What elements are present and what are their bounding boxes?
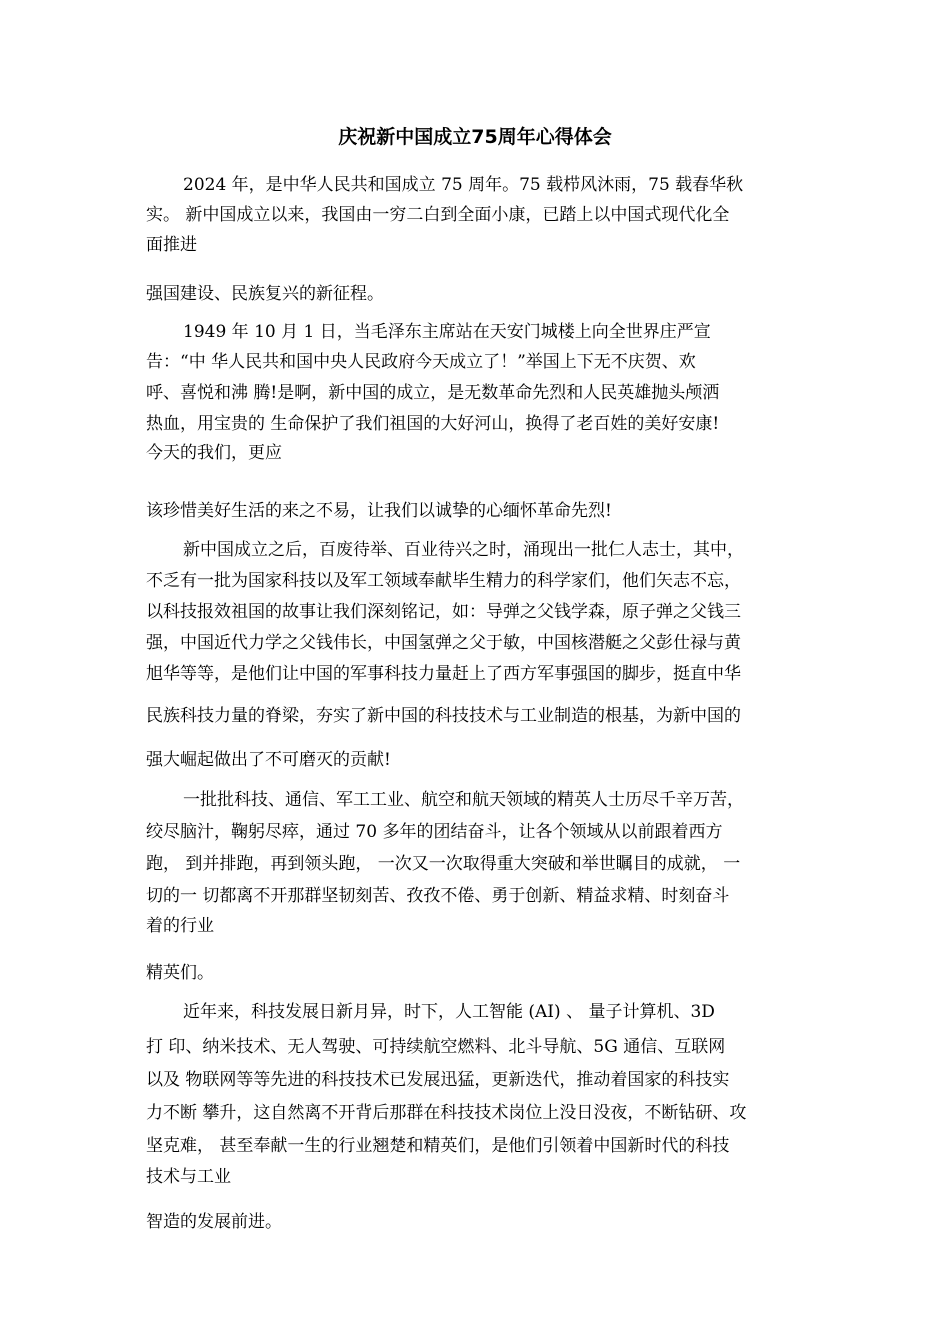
paragraph-3-line: 强，中国近代力学之父钱伟长，中国氢弹之父于敏，中国核潜艇之父彭仕禄与黄 xyxy=(146,633,741,653)
paragraph-2-line: 热血，用宝贵的 生命保护了我们祖国的大好河山，换得了老百姓的美好安康! xyxy=(146,414,720,434)
paragraph-4-line: 跑， 到并排跑，再到领头跑， 一次又一次取得重大突破和举世瞩目的成就， 一 xyxy=(146,854,741,874)
paragraph-4-line: 着的行业 xyxy=(146,916,214,936)
paragraph-3-line: 以科技报效祖国的故事让我们深刻铭记，如：导弹之父钱学森，原子弹之父钱三 xyxy=(146,602,741,622)
paragraph-5-line: 坚克难， 甚至奉献一生的行业翘楚和精英们，是他们引领着中国新时代的科技 xyxy=(146,1136,730,1156)
paragraph-4-line: 一批批科技、通信、军工工业、航空和航天领域的精英人士历尽千辛万苦， xyxy=(183,790,744,810)
paragraph-5-line: 近年来，科技发展日新月异，时下，人工智能 (AI) 、 量子计算机、3D xyxy=(183,1002,715,1022)
paragraph-3-line: 民族科技力量的脊梁，夯实了新中国的科技技术与工业制造的根基，为新中国的 xyxy=(146,706,741,726)
paragraph-2-line: 该珍惜美好生活的来之不易，让我们以诚挚的心缅怀革命先烈! xyxy=(146,501,612,521)
paragraph-1-line: 实。 新中国成立以来，我国由一穷二白到全面小康，已踏上以中国式现代化全 xyxy=(146,205,730,225)
paragraph-3-line: 不乏有一批为国家科技以及军工领域奉献毕生精力的科学家们，他们矢志不忘， xyxy=(146,571,741,591)
paragraph-5-line: 力不断 攀升，这自然离不开背后那群在科技技术岗位上没日没夜，不断钻研、攻 xyxy=(146,1103,747,1123)
paragraph-2-line: 告：“中 华人民共和国中央人民政府今天成立了！”举国上下无不庆贺、欢 xyxy=(146,352,696,372)
paragraph-1-line: 2024 年，是中华人民共和国成立 75 周年。75 载栉风沐雨，75 载春华秋 xyxy=(183,175,744,195)
paragraph-3-line: 旭华等等，是他们让中国的军事科技力量赶上了西方军事强国的脚步，挺直中华 xyxy=(146,664,741,684)
paragraph-2-line: 呼、喜悦和沸 腾!是啊，新中国的成立，是无数革命先烈和人民英雄抛头颅洒 xyxy=(146,383,720,403)
paragraph-1-line: 强国建设、民族复兴的新征程。 xyxy=(146,284,384,304)
document-title: 庆祝新中国成立75周年心得体会 xyxy=(338,126,612,148)
paragraph-5-line: 技术与工业 xyxy=(146,1167,231,1187)
paragraph-1-line: 面推进 xyxy=(146,235,197,255)
paragraph-4-line: 精英们。 xyxy=(146,963,214,983)
paragraph-3-line: 强大崛起做出了不可磨灭的贡献! xyxy=(146,750,391,770)
paragraph-2-line: 今天的我们，更应 xyxy=(146,443,282,463)
paragraph-5-line: 打 印、纳米技术、无人驾驶、可持续航空燃料、北斗导航、5G 通信、互联网 xyxy=(146,1037,726,1057)
paragraph-5-line: 智造的发展前进。 xyxy=(146,1212,282,1232)
paragraph-4-line: 绞尽脑汁，鞠躬尽瘁，通过 70 多年的团结奋斗，让各个领域从以前跟着西方 xyxy=(146,822,723,842)
paragraph-4-line: 切的一 切都离不开那群坚韧刻苦、孜孜不倦、勇于创新、精益求精、时刻奋斗 xyxy=(146,886,730,906)
paragraph-2-line: 1949 年 10 月 1 日，当毛泽东主席站在天安门城楼上向全世界庄严宣 xyxy=(183,322,711,342)
paragraph-3-line: 新中国成立之后，百废待举、百业待兴之时，涌现出一批仁人志士，其中， xyxy=(183,540,744,560)
paragraph-5-line: 以及 物联网等等先进的科技技术已发展迅猛，更新迭代，推动着国家的科技实 xyxy=(146,1070,730,1090)
